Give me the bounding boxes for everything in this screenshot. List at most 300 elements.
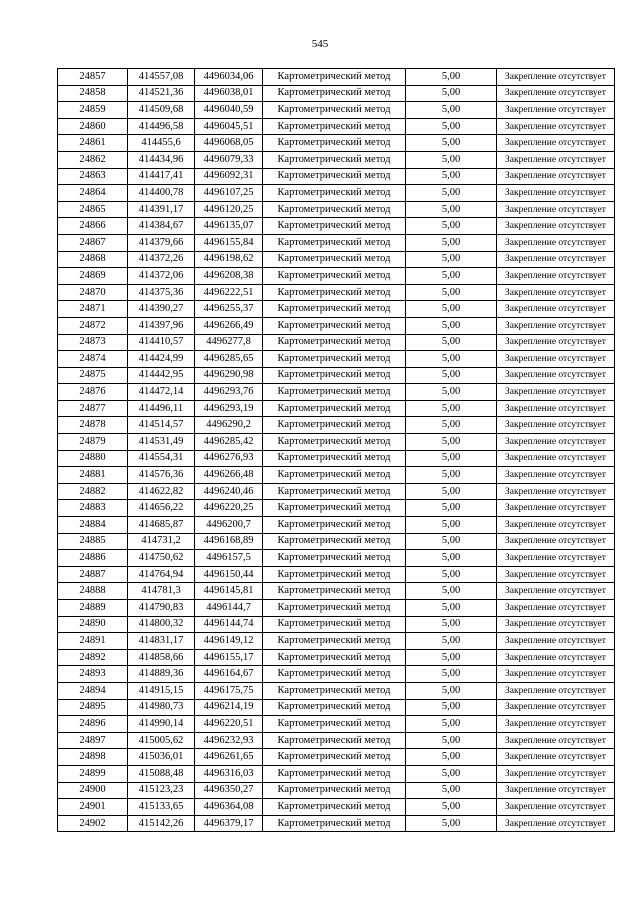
precision-cell: 5,00 (406, 633, 497, 650)
fixation-cell: Закрепление отсутствует (497, 732, 615, 749)
y-coordinate-cell: 4496350,27 (195, 782, 263, 799)
precision-cell: 5,00 (406, 417, 497, 434)
method-cell: Картометрический метод (263, 716, 406, 733)
y-coordinate-cell: 4496155,17 (195, 649, 263, 666)
x-coordinate-cell: 414455,6 (128, 135, 195, 152)
y-coordinate-cell: 4496034,06 (195, 69, 263, 86)
precision-cell: 5,00 (406, 135, 497, 152)
method-cell: Картометрический метод (263, 500, 406, 517)
table-row (58, 151, 615, 168)
precision-cell: 5,00 (406, 351, 497, 368)
table-row (58, 633, 615, 650)
method-cell: Картометрический метод (263, 168, 406, 185)
y-coordinate-cell: 4496293,76 (195, 384, 263, 401)
fixation-cell: Закрепление отсутствует (497, 815, 615, 832)
precision-cell: 5,00 (406, 450, 497, 467)
fixation-cell: Закрепление отсутствует (497, 151, 615, 168)
fixation-cell: Закрепление отсутствует (497, 566, 615, 583)
table-row (58, 367, 615, 384)
table-row (58, 450, 615, 467)
precision-cell: 5,00 (406, 600, 497, 617)
x-coordinate-cell: 414509,68 (128, 102, 195, 119)
point-number-cell: 24877 (58, 400, 128, 417)
point-number-cell: 24889 (58, 600, 128, 617)
precision-cell: 5,00 (406, 583, 497, 600)
x-coordinate-cell: 414858,66 (128, 649, 195, 666)
point-number-cell: 24896 (58, 716, 128, 733)
fixation-cell: Закрепление отсутствует (497, 550, 615, 567)
y-coordinate-cell: 4496144,74 (195, 616, 263, 633)
point-number-cell: 24880 (58, 450, 128, 467)
fixation-cell: Закрепление отсутствует (497, 102, 615, 119)
fixation-cell: Закрепление отсутствует (497, 716, 615, 733)
method-cell: Картометрический метод (263, 450, 406, 467)
x-coordinate-cell: 414442,95 (128, 367, 195, 384)
method-cell: Картометрический метод (263, 234, 406, 251)
table-row (58, 85, 615, 102)
table-row (58, 218, 615, 235)
point-number-cell: 24881 (58, 467, 128, 484)
table-row (58, 400, 615, 417)
y-coordinate-cell: 4496220,51 (195, 716, 263, 733)
table-row (58, 334, 615, 351)
x-coordinate-cell: 414656,22 (128, 500, 195, 517)
table-row (58, 69, 615, 86)
table-row (58, 600, 615, 617)
method-cell: Картометрический метод (263, 583, 406, 600)
x-coordinate-cell: 414576,36 (128, 467, 195, 484)
y-coordinate-cell: 4496164,67 (195, 666, 263, 683)
table-row (58, 417, 615, 434)
fixation-cell: Закрепление отсутствует (497, 649, 615, 666)
table-row (58, 749, 615, 766)
point-number-cell: 24866 (58, 218, 128, 235)
y-coordinate-cell: 4496040,59 (195, 102, 263, 119)
table-row (58, 118, 615, 135)
x-coordinate-cell: 415005,62 (128, 732, 195, 749)
x-coordinate-cell: 414764,94 (128, 566, 195, 583)
fixation-cell: Закрепление отсутствует (497, 749, 615, 766)
point-number-cell: 24887 (58, 566, 128, 583)
table-row (58, 666, 615, 683)
x-coordinate-cell: 414750,62 (128, 550, 195, 567)
x-coordinate-cell: 414372,06 (128, 268, 195, 285)
precision-cell: 5,00 (406, 666, 497, 683)
precision-cell: 5,00 (406, 301, 497, 318)
precision-cell: 5,00 (406, 517, 497, 534)
method-cell: Картометрический метод (263, 765, 406, 782)
x-coordinate-cell: 414915,15 (128, 682, 195, 699)
point-number-cell: 24859 (58, 102, 128, 119)
y-coordinate-cell: 4496155,84 (195, 234, 263, 251)
precision-cell: 5,00 (406, 384, 497, 401)
precision-cell: 5,00 (406, 649, 497, 666)
y-coordinate-cell: 4496266,49 (195, 317, 263, 334)
fixation-cell: Закрепление отсутствует (497, 500, 615, 517)
y-coordinate-cell: 4496220,25 (195, 500, 263, 517)
point-number-cell: 24871 (58, 301, 128, 318)
table-row (58, 566, 615, 583)
precision-cell: 5,00 (406, 716, 497, 733)
point-number-cell: 24900 (58, 782, 128, 799)
point-number-cell: 24858 (58, 85, 128, 102)
page-number: 545 (311, 38, 329, 50)
table-row (58, 268, 615, 285)
precision-cell: 5,00 (406, 334, 497, 351)
table-row (58, 234, 615, 251)
y-coordinate-cell: 4496379,17 (195, 815, 263, 832)
x-coordinate-cell: 414781,3 (128, 583, 195, 600)
fixation-cell: Закрепление отсутствует (497, 782, 615, 799)
precision-cell: 5,00 (406, 533, 497, 550)
method-cell: Картометрический метод (263, 351, 406, 368)
point-number-cell: 24892 (58, 649, 128, 666)
x-coordinate-cell: 414557,08 (128, 69, 195, 86)
precision-cell: 5,00 (406, 151, 497, 168)
precision-cell: 5,00 (406, 799, 497, 816)
precision-cell: 5,00 (406, 732, 497, 749)
point-number-cell: 24873 (58, 334, 128, 351)
precision-cell: 5,00 (406, 118, 497, 135)
table-row (58, 351, 615, 368)
coordinates-table-body (58, 69, 615, 832)
fixation-cell: Закрепление отсутствует (497, 118, 615, 135)
y-coordinate-cell: 4496261,65 (195, 749, 263, 766)
y-coordinate-cell: 4496135,07 (195, 218, 263, 235)
method-cell: Картометрический метод (263, 533, 406, 550)
x-coordinate-cell: 414521,36 (128, 85, 195, 102)
table-row (58, 815, 615, 832)
y-coordinate-cell: 4496038,01 (195, 85, 263, 102)
x-coordinate-cell: 414790,83 (128, 600, 195, 617)
precision-cell: 5,00 (406, 234, 497, 251)
precision-cell: 5,00 (406, 434, 497, 451)
precision-cell: 5,00 (406, 765, 497, 782)
x-coordinate-cell: 414800,32 (128, 616, 195, 633)
method-cell: Картометрический метод (263, 301, 406, 318)
point-number-cell: 24864 (58, 185, 128, 202)
x-coordinate-cell: 414831,17 (128, 633, 195, 650)
fixation-cell: Закрепление отсутствует (497, 234, 615, 251)
method-cell: Картометрический метод (263, 268, 406, 285)
fixation-cell: Закрепление отсутствует (497, 633, 615, 650)
fixation-cell: Закрепление отсутствует (497, 417, 615, 434)
fixation-cell: Закрепление отсутствует (497, 467, 615, 484)
y-coordinate-cell: 4496198,62 (195, 251, 263, 268)
fixation-cell: Закрепление отсутствует (497, 434, 615, 451)
x-coordinate-cell: 414379,66 (128, 234, 195, 251)
table-row (58, 201, 615, 218)
point-number-cell: 24893 (58, 666, 128, 683)
y-coordinate-cell: 4496240,46 (195, 483, 263, 500)
point-number-cell: 24870 (58, 284, 128, 301)
precision-cell: 5,00 (406, 85, 497, 102)
y-coordinate-cell: 4496285,42 (195, 434, 263, 451)
fixation-cell: Закрепление отсутствует (497, 616, 615, 633)
table-row (58, 782, 615, 799)
table-row (58, 533, 615, 550)
x-coordinate-cell: 414384,67 (128, 218, 195, 235)
x-coordinate-cell: 414889,36 (128, 666, 195, 683)
table-row (58, 284, 615, 301)
y-coordinate-cell: 4496232,93 (195, 732, 263, 749)
x-coordinate-cell: 415142,26 (128, 815, 195, 832)
fixation-cell: Закрепление отсутствует (497, 251, 615, 268)
point-number-cell: 24878 (58, 417, 128, 434)
method-cell: Картометрический метод (263, 251, 406, 268)
fixation-cell: Закрепление отсутствует (497, 268, 615, 285)
table-row (58, 317, 615, 334)
table-row (58, 732, 615, 749)
table-row (58, 682, 615, 699)
x-coordinate-cell: 414990,14 (128, 716, 195, 733)
fixation-cell: Закрепление отсутствует (497, 483, 615, 500)
precision-cell: 5,00 (406, 201, 497, 218)
x-coordinate-cell: 414391,17 (128, 201, 195, 218)
point-number-cell: 24863 (58, 168, 128, 185)
table-row (58, 102, 615, 119)
point-number-cell: 24888 (58, 583, 128, 600)
fixation-cell: Закрепление отсутствует (497, 168, 615, 185)
precision-cell: 5,00 (406, 467, 497, 484)
table-row (58, 483, 615, 500)
method-cell: Картометрический метод (263, 367, 406, 384)
method-cell: Картометрический метод (263, 218, 406, 235)
y-coordinate-cell: 4496285,65 (195, 351, 263, 368)
precision-cell: 5,00 (406, 251, 497, 268)
fixation-cell: Закрепление отсутствует (497, 400, 615, 417)
method-cell: Картометрический метод (263, 566, 406, 583)
point-number-cell: 24890 (58, 616, 128, 633)
point-number-cell: 24902 (58, 815, 128, 832)
x-coordinate-cell: 415133,65 (128, 799, 195, 816)
point-number-cell: 24876 (58, 384, 128, 401)
y-coordinate-cell: 4496222,51 (195, 284, 263, 301)
point-number-cell: 24872 (58, 317, 128, 334)
fixation-cell: Закрепление отсутствует (497, 384, 615, 401)
method-cell: Картометрический метод (263, 118, 406, 135)
y-coordinate-cell: 4496316,03 (195, 765, 263, 782)
table-row (58, 649, 615, 666)
y-coordinate-cell: 4496157,5 (195, 550, 263, 567)
method-cell: Картометрический метод (263, 517, 406, 534)
method-cell: Картометрический метод (263, 434, 406, 451)
y-coordinate-cell: 4496290,98 (195, 367, 263, 384)
point-number-cell: 24865 (58, 201, 128, 218)
fixation-cell: Закрепление отсутствует (497, 185, 615, 202)
method-cell: Картометрический метод (263, 550, 406, 567)
point-number-cell: 24879 (58, 434, 128, 451)
point-number-cell: 24885 (58, 533, 128, 550)
x-coordinate-cell: 414554,31 (128, 450, 195, 467)
precision-cell: 5,00 (406, 185, 497, 202)
x-coordinate-cell: 415036,01 (128, 749, 195, 766)
table-row (58, 583, 615, 600)
precision-cell: 5,00 (406, 400, 497, 417)
point-number-cell: 24886 (58, 550, 128, 567)
point-number-cell: 24895 (58, 699, 128, 716)
y-coordinate-cell: 4496144,7 (195, 600, 263, 617)
fixation-cell: Закрепление отсутствует (497, 600, 615, 617)
table-row (58, 517, 615, 534)
y-coordinate-cell: 4496120,25 (195, 201, 263, 218)
table-row (58, 434, 615, 451)
table-row (58, 301, 615, 318)
point-number-cell: 24884 (58, 517, 128, 534)
method-cell: Картометрический метод (263, 666, 406, 683)
fixation-cell: Закрепление отсутствует (497, 765, 615, 782)
point-number-cell: 24883 (58, 500, 128, 517)
x-coordinate-cell: 414372,26 (128, 251, 195, 268)
point-number-cell: 24875 (58, 367, 128, 384)
precision-cell: 5,00 (406, 284, 497, 301)
fixation-cell: Закрепление отсутствует (497, 284, 615, 301)
coordinates-table (57, 68, 615, 832)
x-coordinate-cell: 414496,58 (128, 118, 195, 135)
method-cell: Картометрический метод (263, 749, 406, 766)
method-cell: Картометрический метод (263, 400, 406, 417)
method-cell: Картометрический метод (263, 69, 406, 86)
fixation-cell: Закрепление отсутствует (497, 334, 615, 351)
fixation-cell: Закрепление отсутствует (497, 218, 615, 235)
x-coordinate-cell: 415123,23 (128, 782, 195, 799)
y-coordinate-cell: 4496150,44 (195, 566, 263, 583)
table-row (58, 500, 615, 517)
method-cell: Картометрический метод (263, 384, 406, 401)
y-coordinate-cell: 4496175,75 (195, 682, 263, 699)
table-row (58, 799, 615, 816)
point-number-cell: 24857 (58, 69, 128, 86)
x-coordinate-cell: 414514,57 (128, 417, 195, 434)
fixation-cell: Закрепление отсутствует (497, 699, 615, 716)
precision-cell: 5,00 (406, 749, 497, 766)
table-row (58, 765, 615, 782)
method-cell: Картометрический метод (263, 334, 406, 351)
y-coordinate-cell: 4496145,81 (195, 583, 263, 600)
y-coordinate-cell: 4496290,2 (195, 417, 263, 434)
fixation-cell: Закрепление отсутствует (497, 201, 615, 218)
method-cell: Картометрический метод (263, 102, 406, 119)
precision-cell: 5,00 (406, 500, 497, 517)
method-cell: Картометрический метод (263, 417, 406, 434)
x-coordinate-cell: 414400,78 (128, 185, 195, 202)
point-number-cell: 24860 (58, 118, 128, 135)
x-coordinate-cell: 415088,48 (128, 765, 195, 782)
y-coordinate-cell: 4496277,8 (195, 334, 263, 351)
method-cell: Картометрический метод (263, 682, 406, 699)
y-coordinate-cell: 4496214,19 (195, 699, 263, 716)
method-cell: Картометрический метод (263, 782, 406, 799)
point-number-cell: 24862 (58, 151, 128, 168)
method-cell: Картометрический метод (263, 815, 406, 832)
x-coordinate-cell: 414434,96 (128, 151, 195, 168)
point-number-cell: 24891 (58, 633, 128, 650)
table-row (58, 135, 615, 152)
precision-cell: 5,00 (406, 682, 497, 699)
table-row (58, 716, 615, 733)
y-coordinate-cell: 4496068,05 (195, 135, 263, 152)
method-cell: Картометрический метод (263, 600, 406, 617)
x-coordinate-cell: 414375,36 (128, 284, 195, 301)
table-row (58, 550, 615, 567)
precision-cell: 5,00 (406, 483, 497, 500)
point-number-cell: 24868 (58, 251, 128, 268)
y-coordinate-cell: 4496200,7 (195, 517, 263, 534)
method-cell: Картометрический метод (263, 699, 406, 716)
x-coordinate-cell: 414410,57 (128, 334, 195, 351)
table-row (58, 168, 615, 185)
x-coordinate-cell: 414731,2 (128, 533, 195, 550)
y-coordinate-cell: 4496079,33 (195, 151, 263, 168)
y-coordinate-cell: 4496107,25 (195, 185, 263, 202)
precision-cell: 5,00 (406, 616, 497, 633)
point-number-cell: 24882 (58, 483, 128, 500)
y-coordinate-cell: 4496208,38 (195, 268, 263, 285)
precision-cell: 5,00 (406, 168, 497, 185)
method-cell: Картометрический метод (263, 483, 406, 500)
fixation-cell: Закрепление отсутствует (497, 533, 615, 550)
point-number-cell: 24867 (58, 234, 128, 251)
precision-cell: 5,00 (406, 782, 497, 799)
method-cell: Картометрический метод (263, 616, 406, 633)
precision-cell: 5,00 (406, 815, 497, 832)
fixation-cell: Закрепление отсутствует (497, 450, 615, 467)
y-coordinate-cell: 4496276,93 (195, 450, 263, 467)
y-coordinate-cell: 4496293,19 (195, 400, 263, 417)
precision-cell: 5,00 (406, 268, 497, 285)
table-row (58, 699, 615, 716)
x-coordinate-cell: 414417,41 (128, 168, 195, 185)
y-coordinate-cell: 4496168,89 (195, 533, 263, 550)
precision-cell: 5,00 (406, 69, 497, 86)
y-coordinate-cell: 4496092,31 (195, 168, 263, 185)
precision-cell: 5,00 (406, 317, 497, 334)
fixation-cell: Закрепление отсутствует (497, 85, 615, 102)
precision-cell: 5,00 (406, 218, 497, 235)
y-coordinate-cell: 4496045,51 (195, 118, 263, 135)
method-cell: Картометрический метод (263, 799, 406, 816)
method-cell: Картометрический метод (263, 732, 406, 749)
point-number-cell: 24901 (58, 799, 128, 816)
table-row (58, 251, 615, 268)
precision-cell: 5,00 (406, 566, 497, 583)
point-number-cell: 24861 (58, 135, 128, 152)
table-row (58, 616, 615, 633)
fixation-cell: Закрепление отсутствует (497, 799, 615, 816)
point-number-cell: 24897 (58, 732, 128, 749)
point-number-cell: 24898 (58, 749, 128, 766)
point-number-cell: 24869 (58, 268, 128, 285)
x-coordinate-cell: 414390,27 (128, 301, 195, 318)
y-coordinate-cell: 4496149,12 (195, 633, 263, 650)
precision-cell: 5,00 (406, 102, 497, 119)
x-coordinate-cell: 414424,99 (128, 351, 195, 368)
point-number-cell: 24874 (58, 351, 128, 368)
precision-cell: 5,00 (406, 367, 497, 384)
method-cell: Картометрический метод (263, 85, 406, 102)
method-cell: Картометрический метод (263, 467, 406, 484)
fixation-cell: Закрепление отсутствует (497, 317, 615, 334)
x-coordinate-cell: 414496,11 (128, 400, 195, 417)
precision-cell: 5,00 (406, 699, 497, 716)
table-row (58, 467, 615, 484)
method-cell: Картометрический метод (263, 649, 406, 666)
precision-cell: 5,00 (406, 550, 497, 567)
x-coordinate-cell: 414685,87 (128, 517, 195, 534)
x-coordinate-cell: 414622,82 (128, 483, 195, 500)
fixation-cell: Закрепление отсутствует (497, 301, 615, 318)
method-cell: Картометрический метод (263, 284, 406, 301)
